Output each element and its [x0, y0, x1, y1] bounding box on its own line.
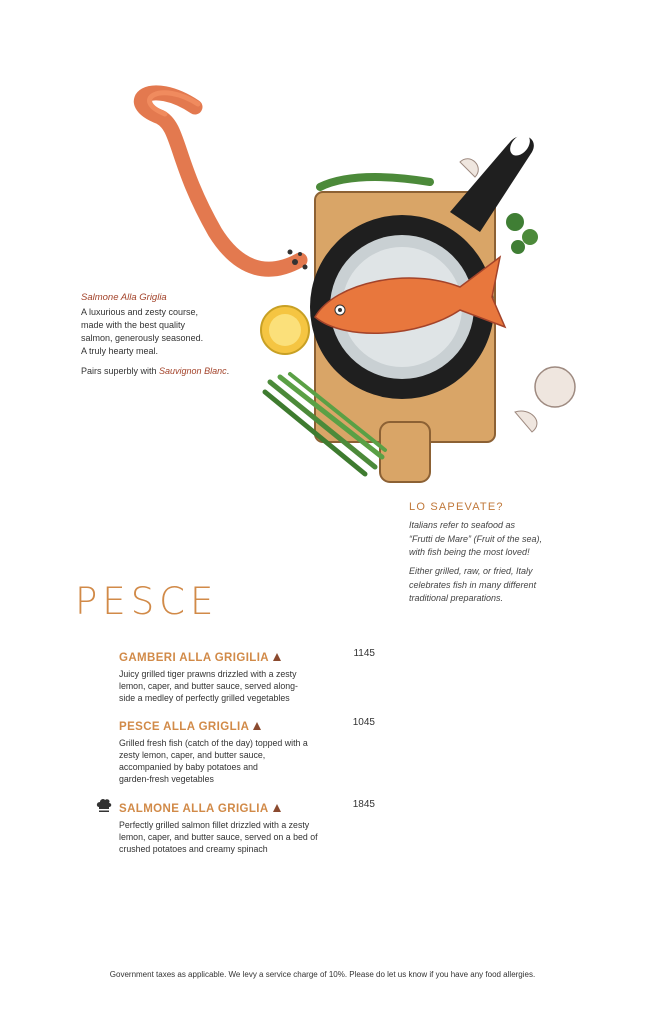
- brush-swirl: [141, 93, 300, 269]
- dish-price: 1045: [352, 717, 375, 728]
- feature-pairing: Pairs superbly with Sauvignon Blanc.: [81, 366, 230, 376]
- dish-price: 1145: [353, 648, 375, 659]
- dish-name: SALMONE ALLA GRIGLIA: [119, 803, 269, 815]
- garlic: [535, 367, 575, 407]
- triangle-icon: [273, 653, 281, 661]
- menu-item: [119, 717, 379, 785]
- chef-hat-icon: [95, 797, 113, 815]
- section-title: PESCE: [75, 580, 219, 623]
- footer-note: Government taxes as applicable. We levy a service charge of 10%. Please do let us know if you have any food allergies.: [109, 970, 536, 979]
- dish-description: Grilled fresh fish (catch of the day) topped with a zesty lemon, caper, and butter sauce, accompanied by baby potatoes and garden-fresh vegetables: [119, 738, 308, 784]
- fact-paragraph-1: Italians refer to seafood as “Frutti de Mare” (Fruit of the sea), with fish being the most loved!: [409, 520, 543, 557]
- feature-description: A luxurious and zesty course, made with the best quality salmon, generously seasoned. A truly hearty meal.: [81, 307, 204, 356]
- fact-paragraph-2: Either grilled, raw, or fried, Italy celebrates fish in many different traditional preparations.: [409, 566, 537, 603]
- triangle-icon: [273, 804, 281, 812]
- wine-pairing: Sauvignon Blanc: [159, 366, 227, 376]
- menu-item: [119, 799, 379, 855]
- skillet-fish-illustration: [120, 82, 590, 492]
- dish-name: PESCE ALLA GRIGLIA: [119, 721, 250, 733]
- fact-title: LO SAPEVATE?: [409, 501, 504, 513]
- dish-name: GAMBERI ALLA GRIGILIA: [119, 652, 270, 664]
- feature-title: Salmone Alla Griglia: [81, 292, 167, 303]
- dish-description: Perfectly grilled salmon fillet drizzled with a zesty lemon, caper, and butter sauce, served on a bed of crushed potatoes and creamy spinach: [119, 820, 318, 854]
- menu-item: [119, 648, 379, 704]
- dish-description: Juicy grilled tiger prawns drizzled with a zesty lemon, caper, and butter sauce, served along- side a medley of perfectly grilled vegetables: [119, 669, 298, 703]
- dish-price: 1845: [352, 799, 375, 810]
- triangle-icon: [253, 722, 261, 730]
